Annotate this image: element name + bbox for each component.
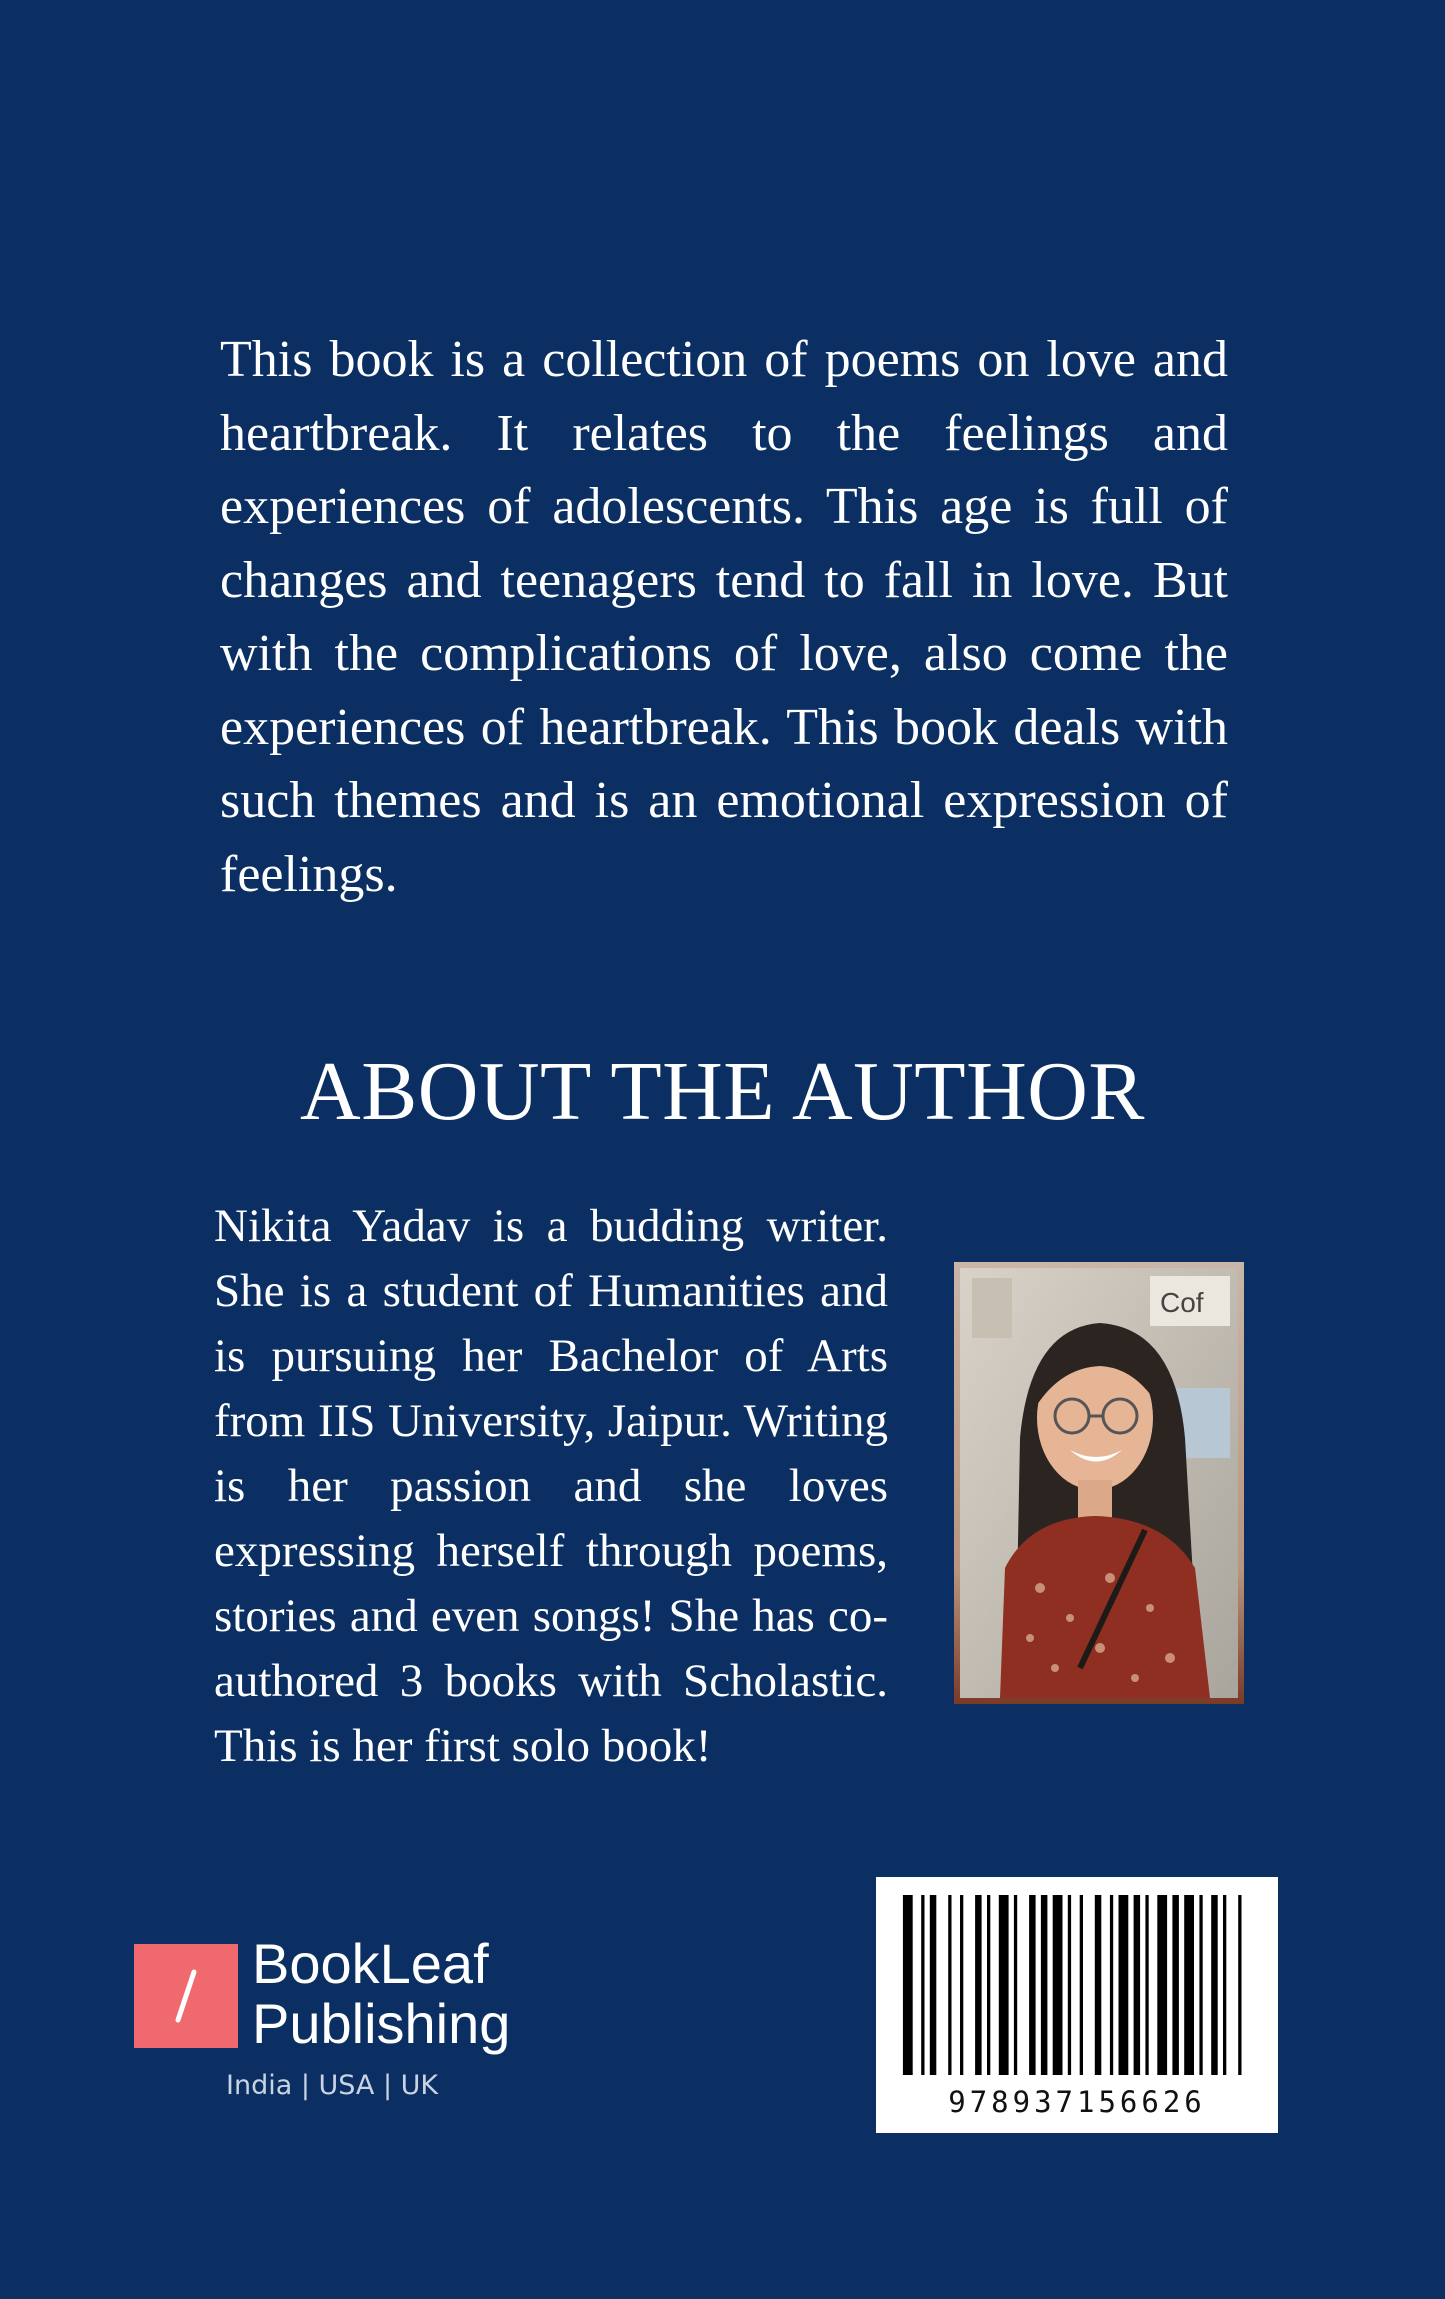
barcode-bar xyxy=(903,1895,913,2075)
barcode-bar xyxy=(987,1895,990,2075)
barcode-bar xyxy=(1134,1895,1141,2075)
about-author-heading: ABOUT THE AUTHOR xyxy=(300,1045,1145,1138)
barcode-bar xyxy=(1095,1895,1102,2075)
cafe-sign-text: Cof xyxy=(1160,1287,1204,1318)
barcode-bar xyxy=(1029,1895,1036,2075)
barcode-bar xyxy=(1145,1895,1148,2075)
barcode-bar xyxy=(975,1895,982,2075)
barcode-bar xyxy=(1184,1895,1194,2075)
barcode-bar xyxy=(1110,1895,1113,2075)
barcode-bar xyxy=(1199,1895,1202,2075)
publisher-name-line1: BookLeaf xyxy=(252,1932,489,1995)
barcode-bar xyxy=(1172,1895,1179,2075)
book-blurb: This book is a collection of poems on love and heartbreak. It relates to the feelings and experiences of adolescents. This age is full of changes and teenagers tend to fall in love. But with the complications of love, also come the experiences of heartbreak. This book deals with such themes and is an emotional expression of feelings. xyxy=(220,331,1228,903)
barcode-bar xyxy=(999,1895,1009,2075)
barcode-bar xyxy=(948,1895,951,2075)
barcode-bar xyxy=(1119,1895,1129,2075)
barcode-bar xyxy=(1041,1895,1048,2075)
author-portrait-icon xyxy=(960,1268,1238,1698)
barcode-bar xyxy=(1238,1895,1241,2075)
publisher-name-line2: Publishing xyxy=(252,1992,511,2055)
isbn-barcode xyxy=(876,1877,1278,2133)
publisher-regions: India | USA | UK xyxy=(226,2070,439,2101)
barcode-bar xyxy=(960,1895,963,2075)
author-bio: Nikita Yadav is a budding writer. She is a student of Humanities and is pursuing her Bachelor of Arts from IIS University, Jaipur. Writing is her passion and she loves expressing herself through poems, stories and even songs! She has co-authored 3 books with Scholastic. This is her first solo book! xyxy=(214,1200,888,1772)
barcode-bar xyxy=(1014,1895,1017,2075)
barcode-bar xyxy=(1223,1895,1226,2075)
publisher-logo xyxy=(134,1932,534,2112)
barcode-bar xyxy=(1211,1895,1218,2075)
barcode-bar xyxy=(1080,1895,1083,2075)
barcode-bars-icon xyxy=(896,1895,1258,2075)
slash-logo-icon xyxy=(134,1944,238,2048)
publisher-name xyxy=(252,1934,510,2054)
barcode-bar xyxy=(930,1895,937,2075)
barcode-bar xyxy=(1053,1895,1063,2075)
author-photo xyxy=(954,1262,1244,1704)
isbn-number: 978937156626 xyxy=(948,2085,1206,2119)
barcode-bar xyxy=(1157,1895,1167,2075)
barcode-bar xyxy=(1068,1895,1071,2075)
barcode-bar xyxy=(921,1895,924,2075)
